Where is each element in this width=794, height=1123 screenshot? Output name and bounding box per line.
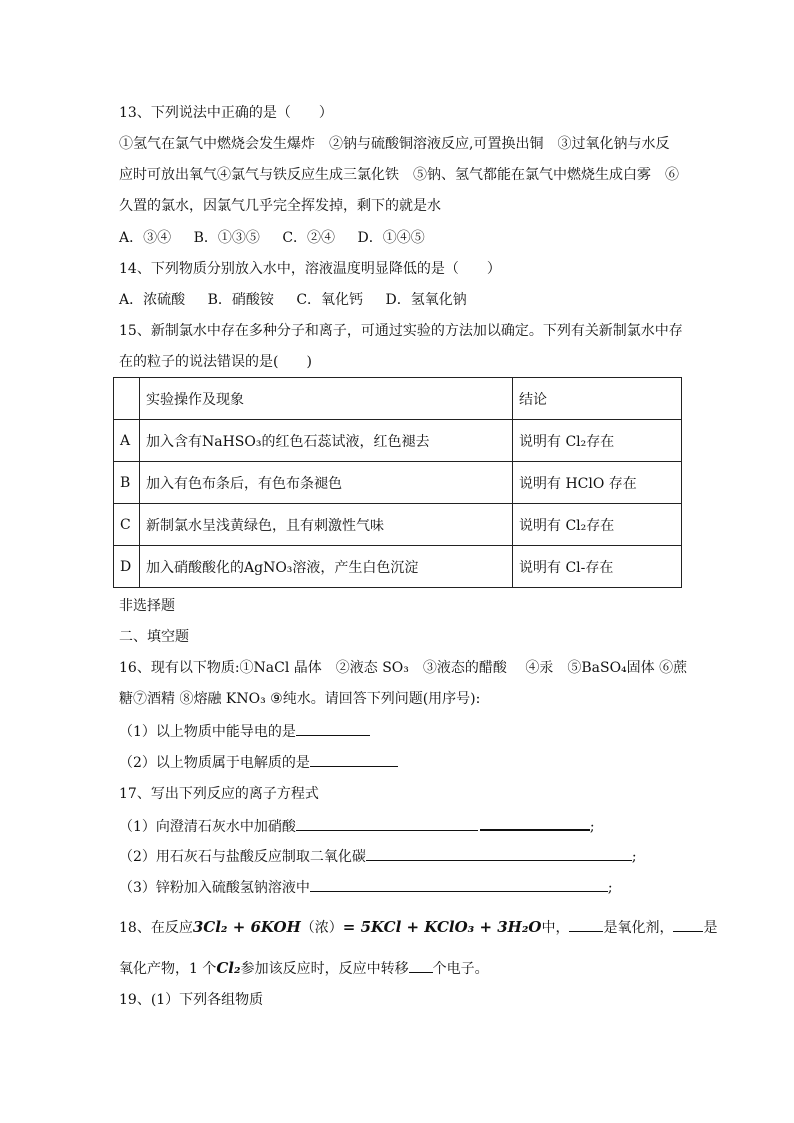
table-row [114, 420, 682, 462]
q13-options [119, 228, 443, 248]
q16-sub-1-text: （1）以上物质中能导电的是 [119, 724, 296, 740]
row-conclusion: 说明有 Cl-存在 [513, 546, 682, 588]
q17-sub-3 [119, 877, 613, 898]
q18-text-1: 中， [541, 920, 570, 936]
answer-blank[interactable] [569, 917, 603, 932]
q13-line-3: 久置的氯水，因氯气几乎完全挥发掉，剩下的就是水 [119, 198, 441, 214]
q16-line-2: 糖⑦酒精 ⑧熔融 KNO₃ ⑨纯水。请回答下列问题(用序号): [119, 691, 481, 707]
answer-blank[interactable] [409, 958, 433, 973]
q13-stem: 13、下列说法中正确的是（ ） [119, 105, 333, 121]
table-header-row [114, 378, 682, 420]
answer-blank[interactable] [480, 815, 590, 831]
q15-line-2: 在的粒子的说法错误的是( ) [119, 354, 312, 370]
q13-line-1: ①氢气在氯气中燃烧会发生爆炸 ②钠与硫酸铜溶液反应,可置换出铜 ③过氧化钠与水反 [119, 136, 670, 152]
q17-sub-2-text: （2）用石灰石与盐酸反应制取二氧化碳 [119, 849, 366, 865]
q15-table [113, 377, 682, 588]
q19-stem: 19、(1）下列各组物质 [119, 992, 264, 1008]
q18-line-1 [119, 917, 717, 938]
row-conclusion: 说明有 HClO 存在 [513, 462, 682, 504]
q13-line-2: 应时可放出氧气④氯气与铁反应生成三氯化铁 ⑤钠、氢气都能在氯气中燃烧生成白雾 ⑥ [119, 167, 679, 183]
q15-line-1: 15、新制氯水中存在多种分子和离子，可通过实验的方法加以确定。下列有关新制氯水中存 [119, 323, 683, 339]
q13-option-c: C．②④ [282, 230, 336, 246]
row-key: D [114, 546, 140, 588]
row-key: B [114, 462, 140, 504]
answer-blank[interactable] [310, 877, 608, 892]
table-row [114, 504, 682, 546]
q16-sub-2-text: （2）以上物质属于电解质的是 [119, 755, 310, 771]
q18-line-2-c: 个电子。 [432, 961, 489, 977]
table-row [114, 462, 682, 504]
table-row [114, 546, 682, 588]
q13-option-b: B．①③⑤ [193, 230, 260, 246]
table-header-conclusion: 结论 [513, 378, 682, 420]
q16-sub-1 [119, 721, 370, 742]
row-operation: 新制氯水呈浅黄绿色，且有刺激性气味 [140, 504, 513, 546]
equation-left: 3Cl₂ + 6KOH [192, 918, 301, 936]
row-key: A [114, 420, 140, 462]
q17-stem: 17、写出下列反应的离子方程式 [119, 786, 319, 802]
q18-prefix: 18、在反应 [119, 920, 193, 936]
answer-blank[interactable] [296, 816, 478, 831]
semicolon: ; [589, 819, 595, 835]
q18-line-2 [119, 958, 489, 979]
q17-sub-1-text: （1）向澄清石灰水中加硝酸 [119, 819, 296, 835]
q18-line-2-a: 氧化产物，1 个 [119, 961, 217, 977]
concentrated-note: （浓） [300, 920, 343, 936]
row-operation: 加入硝酸酸化的AgNO₃溶液，产生白色沉淀 [140, 546, 513, 588]
q13-option-a: A．③④ [119, 230, 172, 246]
semicolon: ; [631, 849, 637, 865]
table-header-operation: 实验操作及现象 [140, 378, 513, 420]
row-conclusion: 说明有 Cl₂存在 [513, 504, 682, 546]
answer-blank[interactable] [310, 752, 398, 767]
q17-sub-3-text: （3）锌粉加入硫酸氢钠溶液中 [119, 880, 310, 896]
q14-option-d: D．氢氧化钠 [385, 292, 467, 308]
section-nonchoice: 非选择题 [119, 598, 175, 614]
q18-text-3: 是 [703, 920, 718, 936]
row-key: C [114, 504, 140, 546]
q16-sub-2 [119, 752, 398, 773]
answer-blank[interactable] [673, 917, 703, 932]
section-fill-blank: 二、填空题 [119, 629, 189, 645]
q13-option-d: D．①④⑤ [357, 230, 425, 246]
row-conclusion: 说明有 Cl₂存在 [513, 420, 682, 462]
q18-text-2: 是氧化剂， [603, 920, 674, 936]
q14-option-b: B．硝酸铵 [207, 292, 274, 308]
semicolon: ; [607, 880, 613, 896]
answer-blank[interactable] [296, 721, 370, 736]
q14-options [119, 290, 485, 310]
equation-right: = 5KCl + KClO₃ + 3H₂O [342, 918, 542, 936]
q14-option-a: A．浓硫酸 [119, 292, 186, 308]
q14-option-c: C．氧化钙 [296, 292, 364, 308]
q16-line-1: 16、现有以下物质:①NaCl 晶体 ②液态 SO₃ ③液态的醋酸 ④汞 ⑤BaSO₄固体 ⑥蔗 [119, 660, 688, 676]
q14-stem: 14、下列物质分别放入水中，溶液温度明显降低的是（ ） [119, 261, 501, 277]
answer-blank[interactable] [366, 846, 632, 861]
row-operation: 加入含有NaHSO₃的红色石蕊试液，红色褪去 [140, 420, 513, 462]
q17-sub-2 [119, 846, 637, 867]
row-operation: 加入有色布条后，有色布条褪色 [140, 462, 513, 504]
cl2-formula: Cl₂ [216, 959, 241, 977]
q17-sub-1 [119, 815, 595, 837]
q18-line-2-b: 参加该反应时，反应中转移 [240, 961, 409, 977]
